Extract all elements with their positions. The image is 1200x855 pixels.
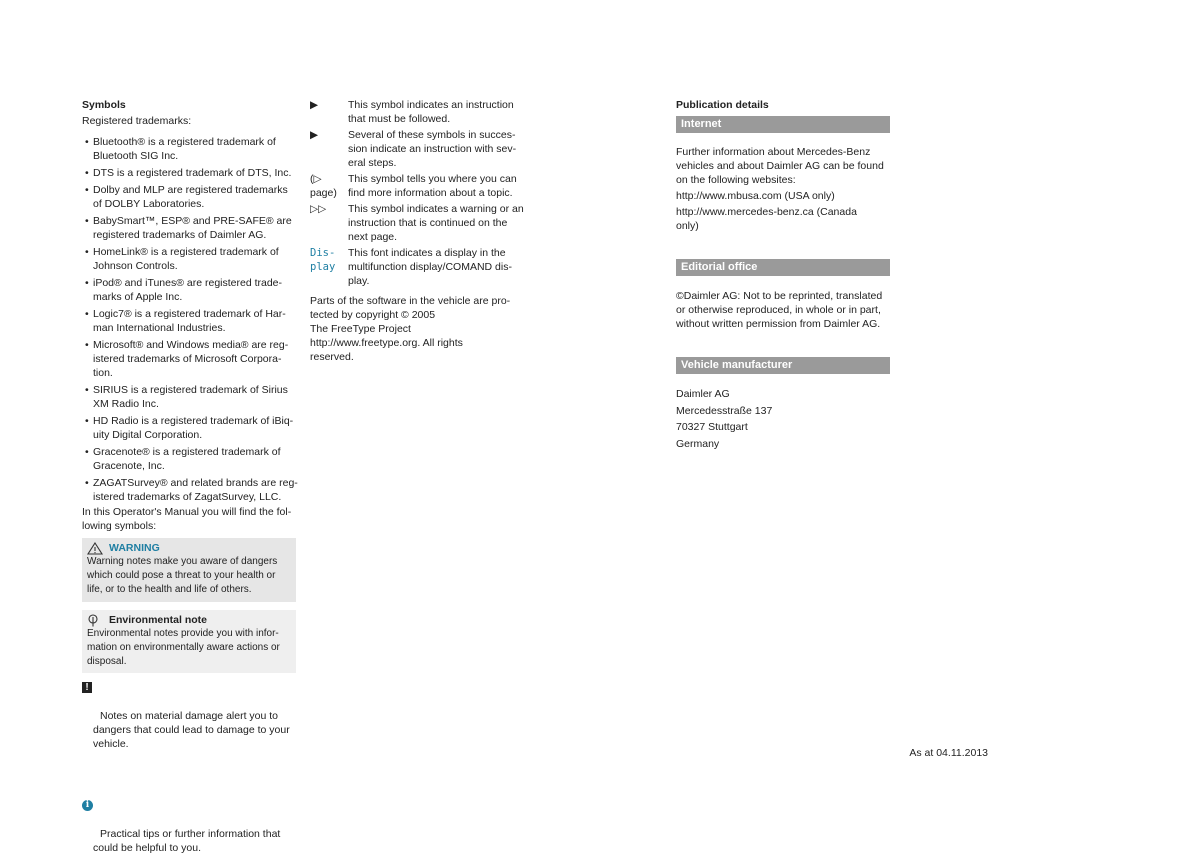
symbol-row	[310, 98, 535, 126]
symbols-intro: In this Operator's Manual you will find the fol- lowing symbols:	[82, 506, 292, 532]
internet-text: Further information about Mercedes-Benz vehicles and about Daimler AG can be found on the following websites:	[676, 146, 884, 186]
address-line: Germany	[676, 437, 720, 450]
exclamation-square-icon: !	[82, 682, 92, 693]
manufacturer-address	[676, 386, 772, 452]
warning-title: WARNING	[109, 542, 160, 554]
symbol-row	[310, 172, 535, 200]
symbol-description: This font indicates a display in the multifunction display/COMAND dis- play.	[348, 247, 512, 287]
list-item: • HomeLink® is a registered trademark of Johnson Controls.	[82, 245, 298, 273]
list-item: • Dolby and MLP are registered trademarks of DOLBY Laboratories.	[82, 183, 298, 211]
list-item: • Bluetooth® is a registered trademark of Bluetooth SIG Inc.	[82, 135, 298, 163]
symbol-description: Several of these symbols in succes- sion indicate an instruction with sev- eral steps.	[348, 129, 517, 169]
environmental-note-box	[82, 610, 296, 673]
page-reference-icon: (▷ page)	[310, 173, 337, 199]
symbol-row	[310, 128, 535, 170]
list-item: • ZAGATSurvey® and related brands are reg- istered trademarks of ZagatSurvey, LLC.	[82, 476, 298, 504]
symbol-description: This symbol indicates a warning or an instruction that is continued on the next page.	[348, 203, 524, 243]
address-line: Mercedesstraße 137	[676, 404, 773, 417]
practical-tips-text: Practical tips or further information that could be helpful to you.	[93, 828, 281, 854]
warning-triangle-icon	[87, 542, 103, 555]
editorial-office-section-bar: Editorial office	[676, 259, 890, 276]
warning-text: Warning notes make you aware of dangers which could pose a threat to your health or life, or to the health and life of others.	[87, 556, 278, 595]
material-damage-note	[82, 681, 296, 751]
list-item: • Microsoft® and Windows media® are reg- istered trademarks of Microsoft Corpora- tion.	[82, 338, 298, 380]
info-icon: i	[82, 800, 93, 811]
address-line: 70327 Stuttgart	[676, 421, 748, 433]
instruction-arrow-icon: ▶	[310, 129, 319, 141]
trademarks-subheading: Registered trademarks:	[82, 115, 192, 127]
symbols-heading: Symbols	[82, 99, 126, 111]
address-line: Daimler AG	[676, 388, 730, 400]
list-item: • HD Radio is a registered trademark of iBiq- uity Digital Corporation.	[82, 414, 298, 442]
publication-details-heading: Publication details	[676, 99, 769, 111]
symbol-description: This symbol indicates an instruction that must be followed.	[348, 99, 514, 125]
material-damage-text: Notes on material damage alert you to dangers that could lead to damage to your vehicle.	[93, 710, 290, 750]
instruction-arrow-icon: ▶	[310, 99, 319, 111]
copyright-notice: Parts of the software in the vehicle are pro- tected by copyright © 2005 The FreeType Project http://www.freetype.org. All rights reserved.	[310, 295, 511, 363]
list-item: • iPod® and iTunes® are registered trade- marks of Apple Inc.	[82, 276, 298, 304]
vehicle-manufacturer-section-bar: Vehicle manufacturer	[676, 357, 890, 374]
trademark-list	[82, 135, 298, 507]
symbol-row	[310, 246, 535, 288]
list-item: • BabySmart™, ESP® and PRE-SAFE® are registered trademarks of Daimler AG.	[82, 214, 298, 242]
list-item: • DTS is a registered trademark of DTS, Inc.	[82, 166, 298, 180]
display-font-sample: Dis- play	[310, 247, 336, 273]
symbol-legend	[310, 98, 535, 290]
internet-section-bar: Internet	[676, 116, 890, 133]
environmental-leaf-icon	[87, 614, 99, 627]
symbol-description: This symbol tells you where you can find more information about a topic.	[348, 173, 517, 199]
editorial-text: ©Daimler AG: Not to be reprinted, translated or otherwise reproduced, in whole or in part, without written permission from Daimler AG.	[676, 290, 883, 330]
link[interactable]: http://www.mbusa.com (USA only)	[676, 190, 835, 202]
list-item: • Gracenote® is a registered trademark of Gracenote, Inc.	[82, 445, 298, 473]
warning-box	[82, 538, 296, 602]
link[interactable]: http://www.mercedes-benz.ca (Canada only)	[676, 206, 857, 232]
symbol-row	[310, 202, 535, 244]
list-item: • Logic7® is a registered trademark of Har- man International Industries.	[82, 307, 298, 335]
continued-arrows-icon: ▷▷	[310, 203, 327, 215]
list-item: • SIRIUS is a registered trademark of Sirius XM Radio Inc.	[82, 383, 298, 411]
environmental-note-title: Environmental note	[109, 614, 208, 626]
edition-date: As at 04.11.2013	[909, 747, 988, 759]
practical-tips-note	[82, 799, 296, 855]
environmental-note-text: Environmental notes provide you with infor- mation on environmentally aware actions or disposal.	[87, 628, 280, 667]
